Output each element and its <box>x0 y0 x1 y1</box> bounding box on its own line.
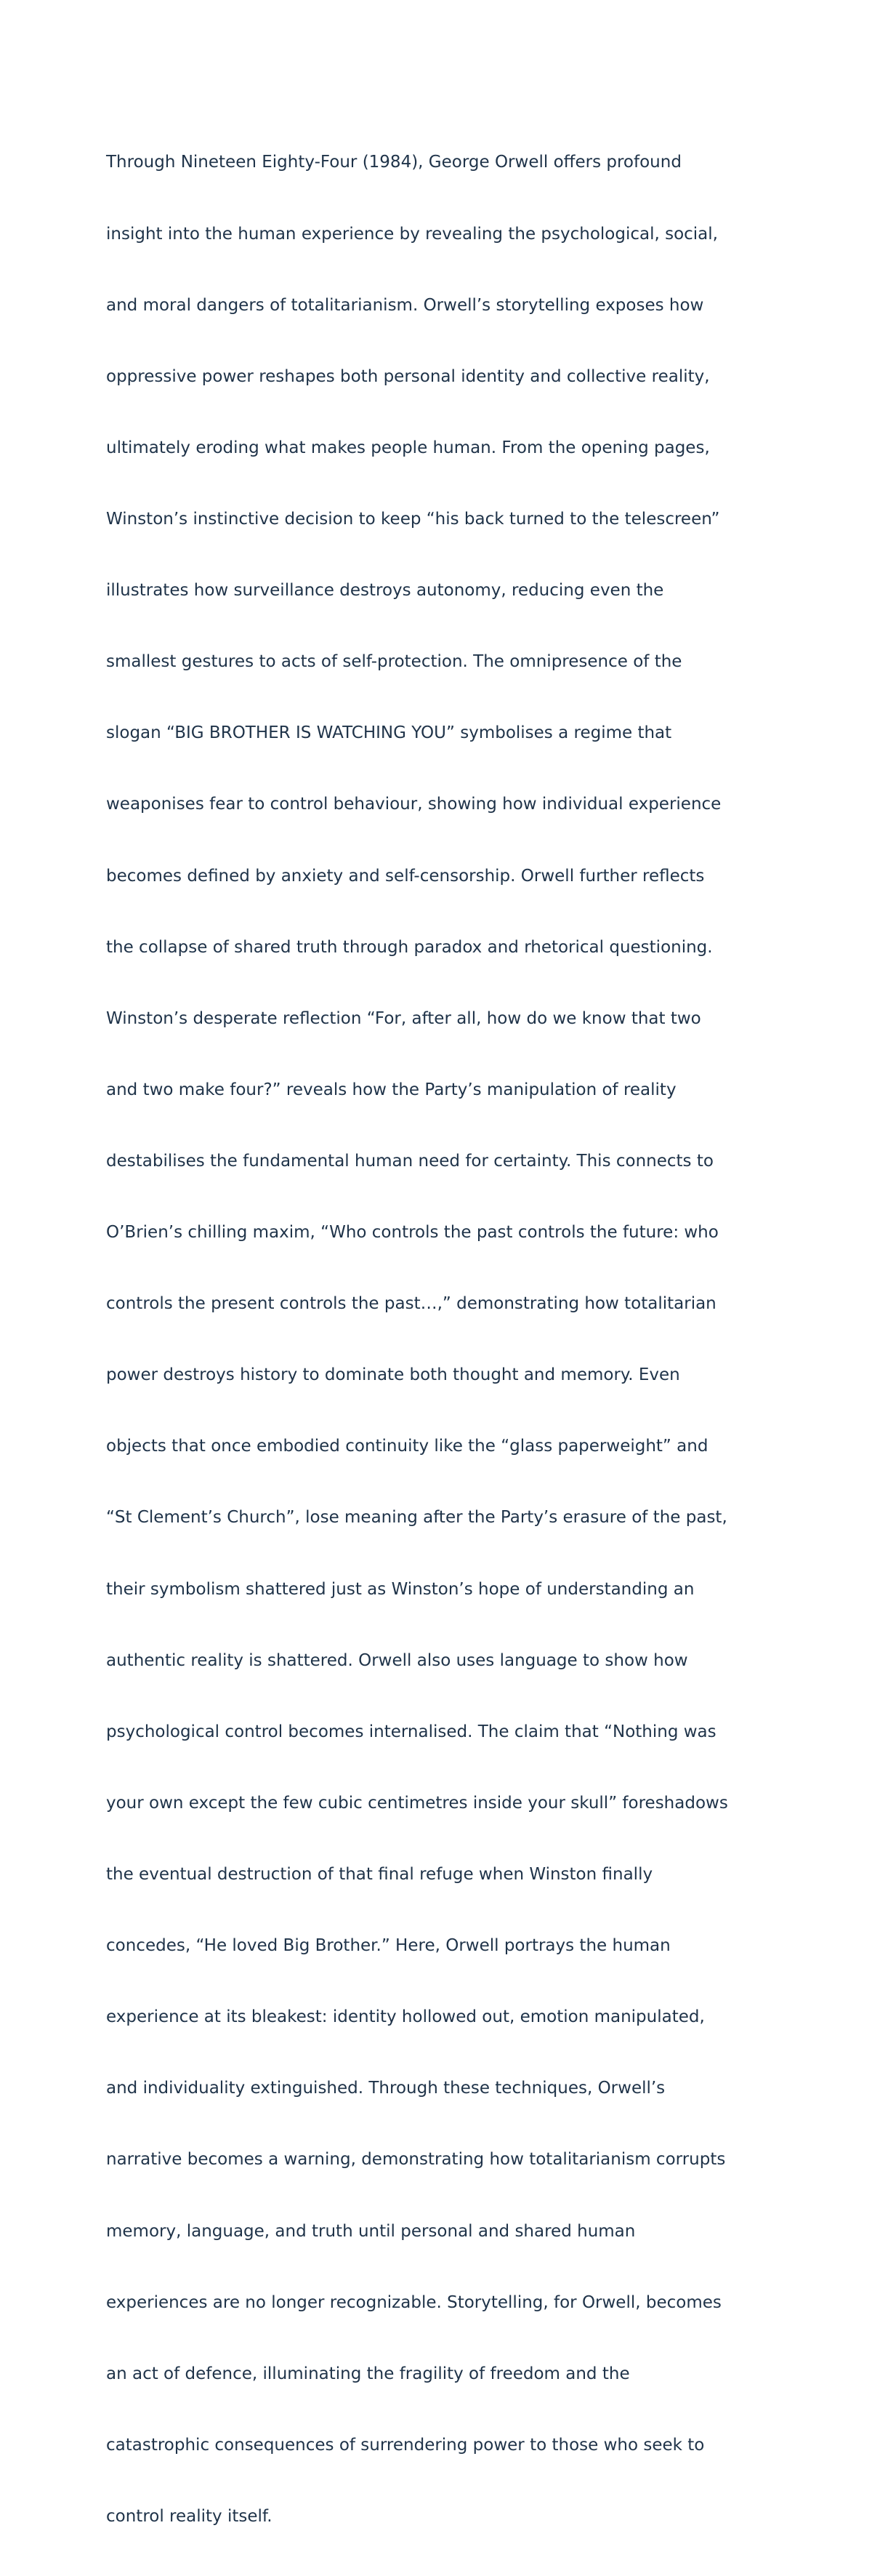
paragraph-line: control reality itself. <box>106 2507 272 2527</box>
paragraph-line: experiences are no longer recognizable. Storytelling, for Orwell, becomes <box>106 2292 722 2312</box>
paragraph-line: and moral dangers of totalitarianism. Orwell’s storytelling exposes how <box>106 295 704 315</box>
paragraph-line: ultimately eroding what makes people human. From the opening pages, <box>106 438 710 457</box>
paragraph-line: their symbolism shattered just as Winston’s hope of understanding an <box>106 1579 695 1599</box>
paragraph-line: the eventual destruction of that final refuge when Winston finally <box>106 1865 653 1885</box>
paragraph-line: authentic reality is shattered. Orwell also uses language to show how <box>106 1650 688 1670</box>
paragraph-line: objects that once embodied continuity like the “glass paperweight” and <box>106 1437 708 1456</box>
paragraph-line: and individuality extinguished. Through these techniques, Orwell’s <box>106 2079 666 2098</box>
paragraph-line: Winston’s instinctive decision to keep “his back turned to the telescreen” <box>106 509 720 529</box>
paragraph-line: “St Clement’s Church”, lose meaning after the Party’s erasure of the past, <box>106 1508 727 1528</box>
paragraph-line: concedes, “He loved Big Brother.” Here, Orwell portrays the human <box>106 1936 671 1956</box>
paragraph-line: slogan “BIG BROTHER IS WATCHING YOU” symbolises a regime that <box>106 723 672 743</box>
paragraph-line: Winston’s desperate reflection “For, after all, how do we know that two <box>106 1008 701 1028</box>
paragraph-line: your own except the few cubic centimetres inside your skull” foreshadows <box>106 1793 728 1813</box>
paragraph-line: Through Nineteen Eighty-Four (1984), George Orwell offers profound <box>106 153 682 172</box>
paragraph-line: memory, language, and truth until personal and shared human <box>106 2221 636 2241</box>
paragraph-line: controls the present controls the past…,” demonstrating how totalitarian <box>106 1294 716 1314</box>
paragraph-line: catastrophic consequences of surrendering power to those who seek to <box>106 2435 705 2455</box>
paragraph-line: power destroys history to dominate both thought and memory. Even <box>106 1365 680 1385</box>
paragraph-line: destabilises the fundamental human need for certainty. This connects to <box>106 1151 714 1171</box>
paragraph-line: and two make four?” reveals how the Party’s manipulation of reality <box>106 1080 677 1099</box>
essay-paragraph <box>106 103 789 2576</box>
paragraph-line: weaponises fear to control behaviour, showing how individual experience <box>106 795 722 814</box>
paragraph-line: smallest gestures to acts of self-protection. The omnipresence of the <box>106 652 682 672</box>
paragraph-line: illustrates how surveillance destroys autonomy, reducing even the <box>106 581 664 601</box>
paragraph-line: oppressive power reshapes both personal identity and collective reality, <box>106 366 710 386</box>
paragraph-line: becomes defined by anxiety and self-censorship. Orwell further reflects <box>106 866 705 886</box>
paragraph-line: narrative becomes a warning, demonstrating how totalitarianism corrupts <box>106 2150 726 2170</box>
paragraph-line: insight into the human experience by revealing the psychological, social, <box>106 224 718 244</box>
paragraph-line: an act of defence, illuminating the fragility of freedom and the <box>106 2364 630 2383</box>
paragraph-line: psychological control becomes internalised. The claim that “Nothing was <box>106 1722 716 1741</box>
paragraph-line: experience at its bleakest: identity hollowed out, emotion manipulated, <box>106 2007 705 2027</box>
paragraph-line: O’Brien’s chilling maxim, “Who controls the past controls the future: who <box>106 1223 719 1243</box>
paragraph-line: the collapse of shared truth through paradox and rhetorical questioning. <box>106 937 713 957</box>
